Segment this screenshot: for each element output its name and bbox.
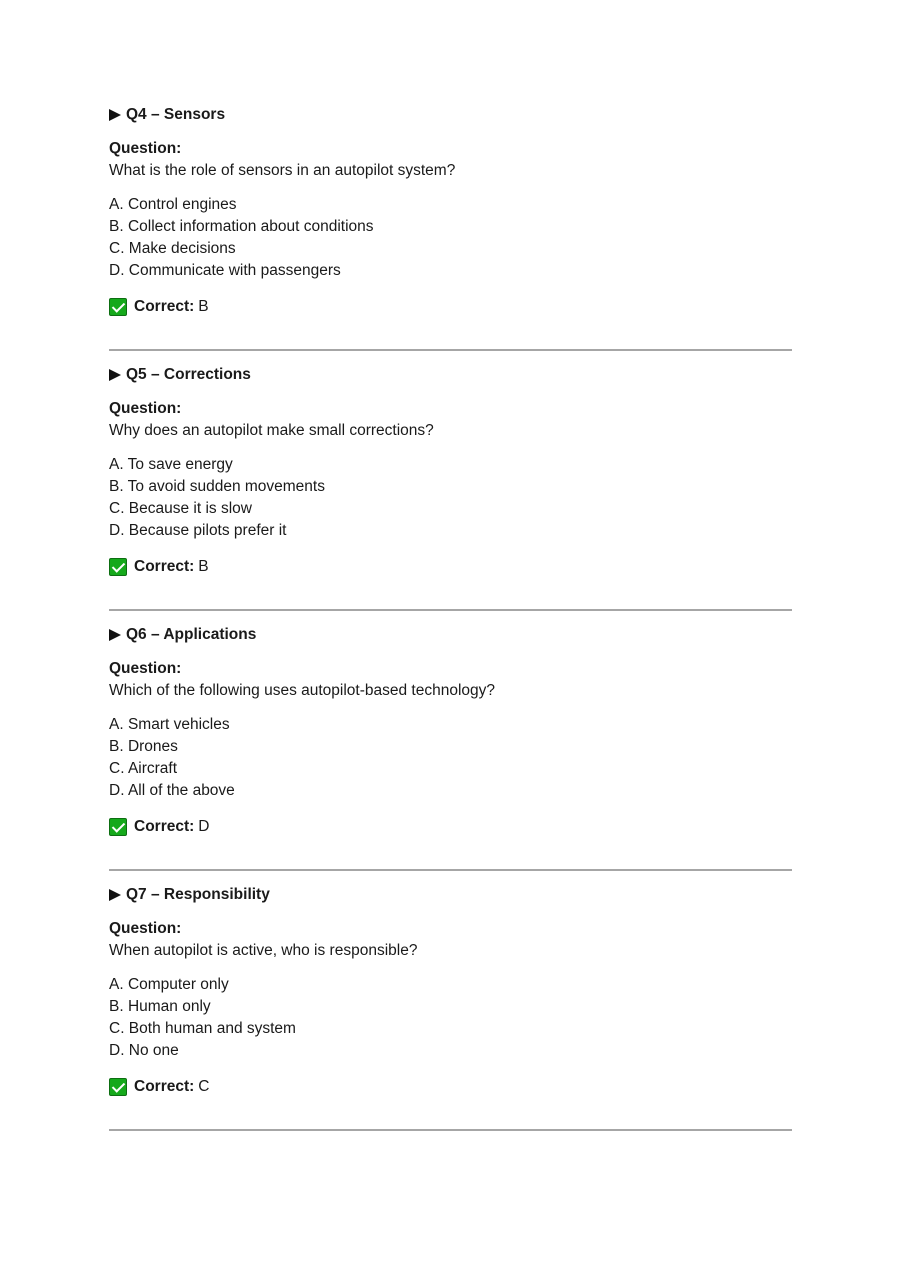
- question-title: Q6 – Applications: [126, 626, 257, 643]
- check-mark-icon: [109, 298, 127, 316]
- question-text: Why does an autopilot make small corrections?: [109, 422, 434, 439]
- option-b: B. Human only: [109, 998, 211, 1015]
- check-mark-icon: [109, 1078, 127, 1096]
- correct-answer: [109, 556, 792, 578]
- option-a: A. To save energy: [109, 456, 233, 473]
- correct-value: B: [198, 298, 209, 315]
- option-c: C. Because it is slow: [109, 500, 252, 517]
- question-block-q6: [109, 624, 792, 884]
- option-d: D. Communicate with passengers: [109, 262, 341, 279]
- option-a: A. Computer only: [109, 976, 229, 993]
- correct-answer: [109, 816, 792, 838]
- options-list: [109, 974, 792, 1062]
- play-triangle-icon: [109, 629, 121, 641]
- question-label: Question:: [109, 140, 182, 157]
- check-mark-icon: [109, 558, 127, 576]
- options-list: [109, 454, 792, 542]
- option-b: B. To avoid sudden movements: [109, 478, 325, 495]
- play-triangle-icon: [109, 109, 121, 121]
- section-divider: [109, 869, 792, 871]
- correct-value: C: [198, 1078, 210, 1095]
- correct-value: B: [198, 558, 209, 575]
- option-c: C. Make decisions: [109, 240, 236, 257]
- correct-answer: [109, 1076, 792, 1098]
- quiz-document: [109, 104, 792, 1144]
- question-text: Which of the following uses autopilot-based technology?: [109, 682, 496, 699]
- question-label: Question:: [109, 400, 182, 417]
- correct-label: Correct:: [134, 1078, 195, 1095]
- question-label: Question:: [109, 920, 182, 937]
- correct-label: Correct:: [134, 558, 195, 575]
- options-list: [109, 714, 792, 802]
- question-heading: [109, 364, 792, 386]
- option-a: A. Control engines: [109, 196, 237, 213]
- question-title: Q4 – Sensors: [126, 106, 226, 123]
- check-mark-icon: [109, 818, 127, 836]
- options-list: [109, 194, 792, 282]
- option-d: D. All of the above: [109, 782, 235, 799]
- section-divider: [109, 1129, 792, 1131]
- correct-label: Correct:: [134, 298, 195, 315]
- correct-label: Correct:: [134, 818, 195, 835]
- question-title: Q5 – Corrections: [126, 366, 251, 383]
- correct-answer: [109, 296, 792, 318]
- question-heading: [109, 884, 792, 906]
- section-divider: [109, 609, 792, 611]
- question-text: When autopilot is active, who is responsible?: [109, 942, 418, 959]
- question-heading: [109, 624, 792, 646]
- option-d: D. Because pilots prefer it: [109, 522, 287, 539]
- play-triangle-icon: [109, 369, 121, 381]
- question-block-q4: [109, 104, 792, 364]
- question-text: What is the role of sensors in an autopilot system?: [109, 162, 456, 179]
- option-c: C. Both human and system: [109, 1020, 296, 1037]
- correct-value: D: [198, 818, 210, 835]
- question-heading: [109, 104, 792, 126]
- question-block-q5: [109, 364, 792, 624]
- question-title: Q7 – Responsibility: [126, 886, 270, 903]
- option-a: A. Smart vehicles: [109, 716, 230, 733]
- section-divider: [109, 349, 792, 351]
- option-c: C. Aircraft: [109, 760, 178, 777]
- option-d: D. No one: [109, 1042, 179, 1059]
- option-b: B. Drones: [109, 738, 178, 755]
- question-block-q7: [109, 884, 792, 1144]
- question-label: Question:: [109, 660, 182, 677]
- option-b: B. Collect information about conditions: [109, 218, 374, 235]
- play-triangle-icon: [109, 889, 121, 901]
